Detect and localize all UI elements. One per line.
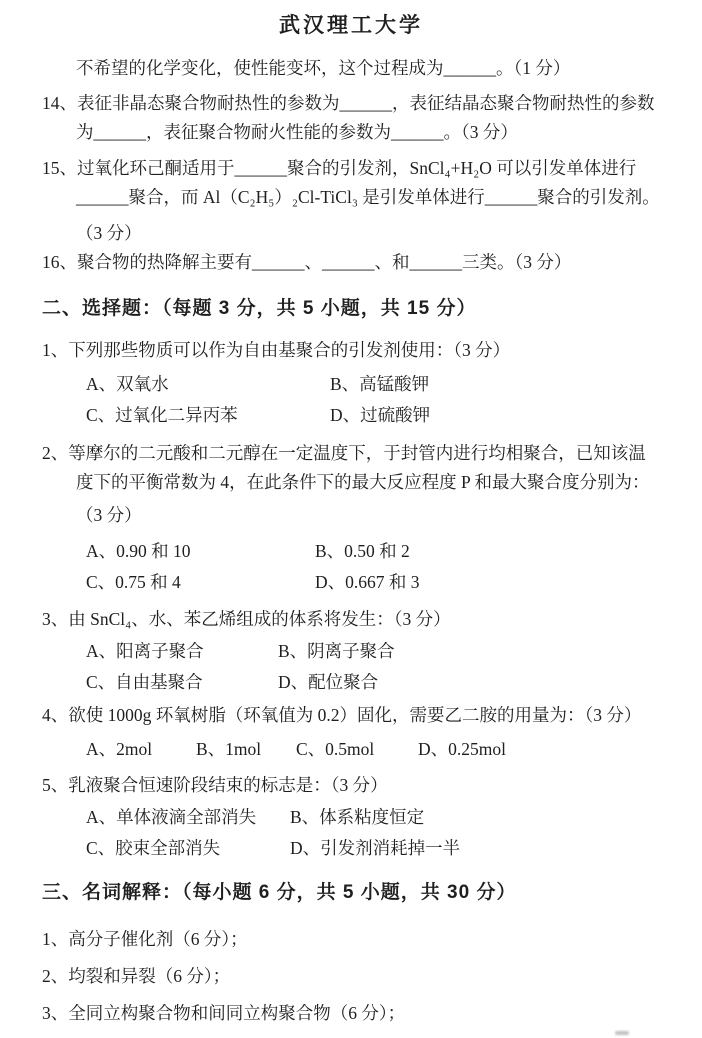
choice-q1-option-d: D、过硫酸钾 [330,405,431,425]
choice-q1-option-b: B、高锰酸钾 [330,374,430,394]
choice-q2-option-a: A、0.90 和 10 [86,541,191,561]
choice-q5-option-d: D、引发剂消耗掉一半 [290,838,461,858]
term-q3: 3、全同立构聚合物和间同立构聚合物（6 分）； [42,1003,406,1023]
page-title: 武汉理工大学 [279,13,423,37]
choice-q1-options-row-2 [0,400,702,431]
choice-q2-option-b: B、0.50 和 2 [315,541,410,561]
page-number-smudge [615,1031,629,1035]
question-14-line-1: 14、表征非晶态聚合物耐热性的参数为______，表征结晶态聚合物耐热性的参数 [42,93,655,113]
choice-q2-option-c: C、0.75 和 4 [86,572,181,592]
choice-q5-option-c: C、胶束全部消失 [86,838,221,858]
choice-q2-marks: （3 分） [76,505,142,525]
choice-q2-stem-line-2: 度下的平衡常数为 4，在此条件下的最大反应程度 P 和最大聚合度分别为： [76,472,650,492]
choice-q2-options-row-1 [0,536,702,567]
choice-q1-stem: 1、下列那些物质可以作为自由基聚合的引发剂使用：（3 分） [42,340,511,360]
choice-q4-option-c: C、0.5mol [296,739,375,759]
question-15-line-1: 15、过氧化环己酮适用于______聚合的引发剂，SnCl₄+H₂O 可以引发单体进行 [42,158,637,178]
choice-q4-option-a: A、2mol [86,739,153,759]
choice-q4-options-row [0,734,702,765]
choice-q3-option-c: C、自由基聚合 [86,672,203,692]
choice-q3-options-row-2 [0,667,702,698]
choice-q3-option-b: B、阴离子聚合 [278,641,395,661]
term-q1: 1、高分子催化剂（6 分）； [42,929,248,949]
choice-q4-stem: 4、欲使 1000g 环氧树脂（环氧值为 0.2）固化，需要乙二胺的用量为：（3 分） [42,705,642,725]
choice-q2-option-d: D、0.667 和 3 [315,572,420,592]
question-14-line-2: 为______，表征聚合物耐火性能的参数为______。（3 分） [76,122,518,142]
choice-q5-option-a: A、单体液滴全部消失 [86,807,257,827]
choice-q3-option-d: D、配位聚合 [278,672,379,692]
choice-q2-stem-line-1: 2、等摩尔的二元酸和二元醇在一定温度下，于封管内进行均相聚合，已知该温 [42,443,646,463]
question-13-continuation: 不希望的化学变化，使性能变坏，这个过程成为______。（1 分） [76,58,571,78]
choice-q3-stem: 3、由 SnCl₄、水、苯乙烯组成的体系将发生：（3 分） [42,609,451,629]
choice-q3-options-row-1 [0,636,702,667]
question-15-line-2: ______聚合，而 Al（C₂H₅）₂Cl-TiCl₃ 是引发单体进行______聚合的引发剂。 [76,187,660,207]
section-2-header: 二、选择题：（每题 3 分，共 5 小题，共 15 分） [42,298,477,319]
choice-q1-options-row-1 [0,369,702,400]
choice-q5-options-row-2 [0,833,702,864]
choice-q3-option-a: A、阳离子聚合 [86,641,204,661]
choice-q4-option-d: D、0.25mol [418,739,506,759]
choice-q5-option-b: B、体系粘度恒定 [290,807,425,827]
choice-q5-options-row-1 [0,802,702,833]
question-16: 16、聚合物的热降解主要有______、______、和______三类。（3 分） [42,252,572,272]
term-q2: 2、均裂和异裂（6 分）； [42,966,231,986]
section-3-header: 三、名词解释：（每小题 6 分，共 5 小题，共 30 分） [42,882,517,903]
choice-q2-options-row-2 [0,567,702,598]
choice-q1-option-a: A、双氧水 [86,374,169,394]
question-15-marks: （3 分） [76,223,142,243]
choice-q5-stem: 5、乳液聚合恒速阶段结束的标志是：（3 分） [42,775,388,795]
choice-q1-option-c: C、过氧化二异丙苯 [86,405,238,425]
choice-q4-option-b: B、1mol [196,739,262,759]
